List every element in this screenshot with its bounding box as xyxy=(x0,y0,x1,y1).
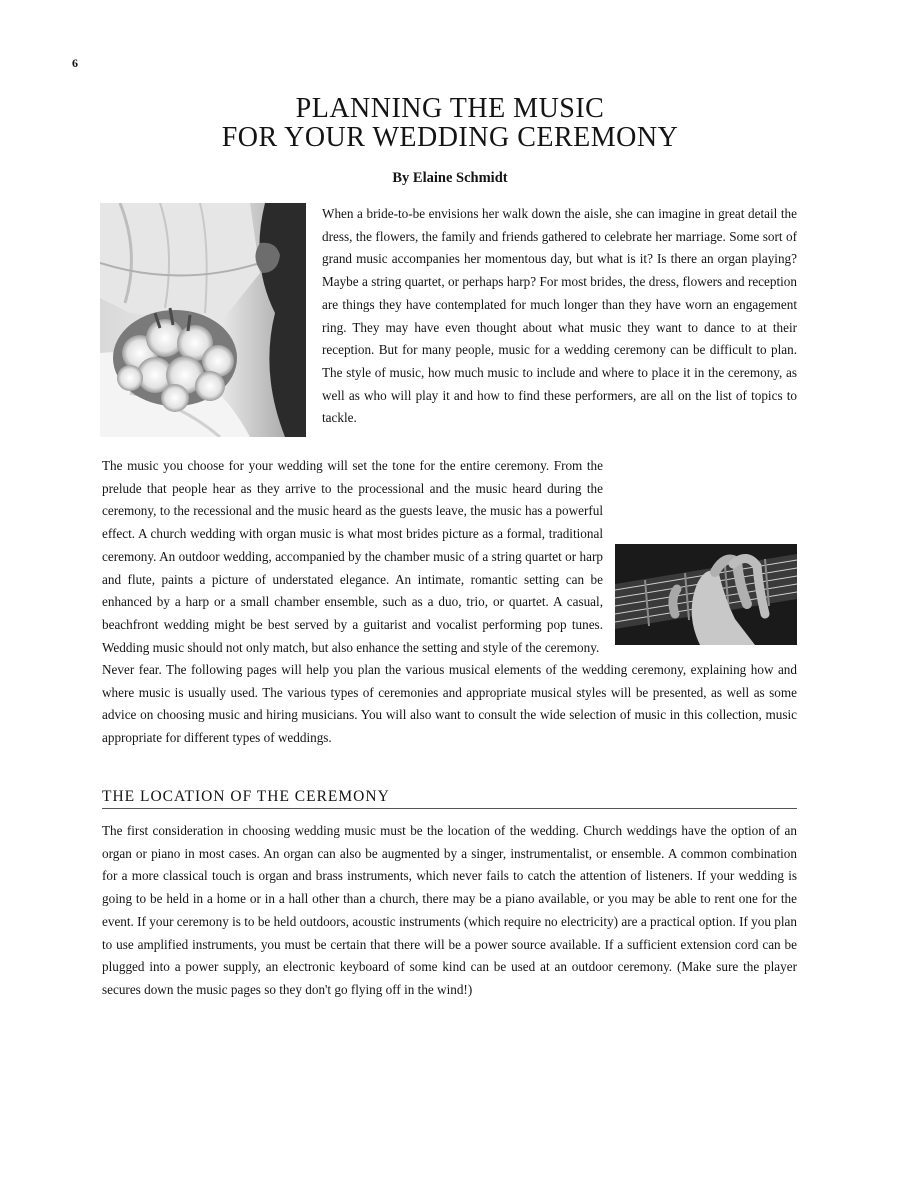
location-paragraph: The first consideration in choosing wedding music must be the location of the wedding. Church weddings have the option of an organ or piano in most cases. An organ can also be augmented by a singer, instrumentalist, or ensemble. A common combination for a more classical touch is organ and brass instruments, which never fails to catch the attention of listeners. If your wedding is going to be held in a home or in a hall other than a church, there may be a piano available, or you may be able to rent one for the event. If your ceremony is to be held outdoors, acoustic instruments (which require no electricity) are a practical option. If you plan to use amplified instruments, you must be certain that there will be a power source available. If a sufficient extension cord can be plugged into a power supply, an electronic keyboard of some kind can be used at an outdoor ceremony. (Make sure the player secures down the music pages so they don't go flying off in the wind!) xyxy=(102,823,797,997)
page-number: 6 xyxy=(72,56,78,70)
section-heading: THE LOCATION OF THE CEREMONY xyxy=(102,788,797,809)
page-title xyxy=(0,94,900,152)
title-line-2: FOR YOUR WEDDING CEREMONY xyxy=(221,122,679,153)
title-line-1: PLANNING THE MUSIC xyxy=(295,93,605,124)
intro-paragraph: When a bride-to-be envisions her walk down the aisle, she can imagine in great detail the dress, the flowers, the family and friends gathered to celebrate her marriage. Some sort of grand music accompanies her momentous day, but what is it? Is there an organ playing? Maybe a string quartet, or perhaps harp? For most brides, the dress, flowers and reception are things they have contemplated for much longer than they have worn an engagement ring. They may have even thought about what music they want to dance to at their reception. But for many people, music for a wedding ceremony can be difficult to plan. The style of music, how much music to include and where to place it in the ceremony, as well as who will play it and how to find these performers, are all on the list of topics to tackle. xyxy=(322,206,797,426)
bride-bouquet-photo xyxy=(100,203,306,437)
never-fear-paragraph: Never fear. The following pages will help you plan the various musical elements of the wedding ceremony, explaining how and where music is usually used. The various types of ceremonies and appropriate musical styles will be presented, as well as some advice on choosing music and hiring musicians. You will also want to consult the wide selection of music in this collection, music appropriate for different types of weddings. xyxy=(102,662,797,746)
tone-paragraph: The music you choose for your wedding will set the tone for the entire ceremony. From the prelude that people hear as they arrive to the processional and the music heard during the ceremony, to the recessional and the music heard as the guests leave, the music has a powerful effect. A church wedding with organ music is what most brides picture as a formal, traditional ceremony. An outdoor wedding, accompanied by the chamber music of a string quartet or harp and flute, paints a picture of understated elegance. An intimate, romantic setting can be enhanced by a harp or a small chamber ensemble, such as a duo, trio, or quartet. A casual, beachfront wedding might be best served by a guitarist and vocalist performing pop tunes. Wedding music should not only match, but also enhance the setting and style of the ceremony. xyxy=(102,458,603,655)
guitar-hand-photo xyxy=(615,544,797,645)
tone-section xyxy=(102,455,797,659)
byline: By Elaine Schmidt xyxy=(392,170,508,186)
